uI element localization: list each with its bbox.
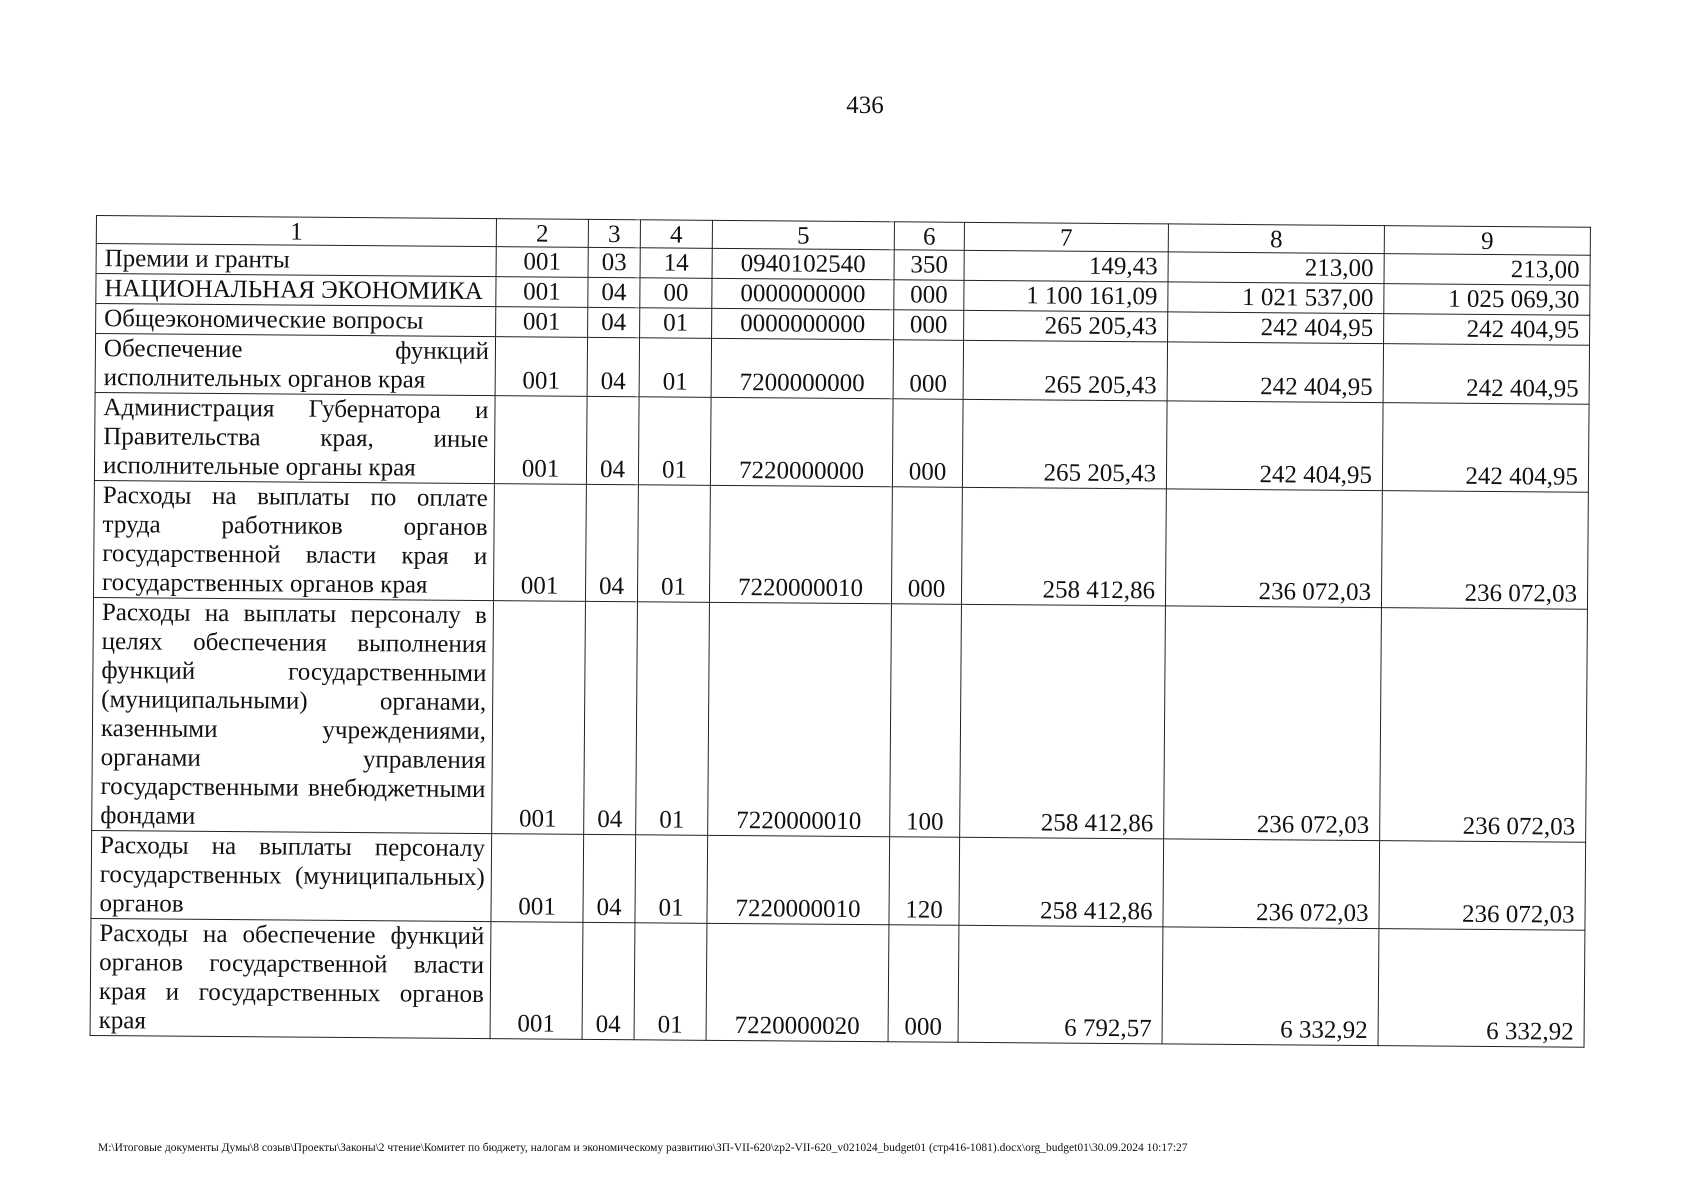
amount-year2-cell: 1 021 537,00 [1168,282,1384,314]
amount-year2-cell: 236 072,03 [1165,489,1382,608]
amount-year3-cell: 236 072,03 [1379,841,1586,931]
code-section-cell: 04 [583,834,636,922]
amount-year1-cell: 6 792,57 [958,925,1163,1044]
code-admin-cell: 001 [495,337,587,397]
amount-year1-cell: 265 205,43 [963,340,1167,401]
table-row [92,597,1588,842]
code-section-cell: 04 [588,307,640,337]
code-type-cell: 350 [894,250,964,281]
amount-year2-cell: 242 404,95 [1166,401,1383,491]
amount-year2-cell: 236 072,03 [1163,839,1380,929]
code-type-cell: 000 [888,925,959,1043]
code-admin-cell: 001 [496,247,588,278]
code-admin-cell: 001 [490,922,583,1040]
code-admin-cell: 001 [492,601,586,835]
amount-year1-cell: 258 412,86 [959,837,1164,927]
table-row [91,830,1586,930]
code-admin-cell: 001 [496,277,588,308]
row-name-cell: Общеэкономические вопросы [96,304,496,337]
header-cell: 4 [640,220,712,249]
amount-year2-cell: 213,00 [1168,252,1384,284]
code-target-cell: 7220000010 [709,485,892,603]
amount-year3-cell: 236 072,03 [1381,491,1588,610]
row-name-cell: Расходы на выплаты персоналу в целях обеспечения выполнения функций государственными (муниципальными) органами, казенными учреждениями, органами управления государственными внебюджетными фондами [92,597,494,833]
amount-year3-cell: 6 332,92 [1378,929,1585,1048]
code-section-cell: 04 [585,484,638,601]
code-target-cell: 0000000000 [712,278,894,309]
code-admin-cell: 001 [493,484,586,602]
code-section-cell: 03 [588,247,640,277]
code-target-cell: 7200000000 [711,338,893,398]
table-row [94,392,1589,492]
code-subsection-cell: 01 [637,485,710,603]
amount-year1-cell: 1 100 161,09 [964,280,1168,312]
code-target-cell: 0940102540 [712,248,894,279]
amount-year3-cell: 236 072,03 [1380,608,1588,843]
row-name-cell: Администрация Губернатора и Правительства края, иные исполнительные органы края [94,392,495,483]
code-admin-cell: 001 [494,396,587,485]
amount-year2-cell: 242 404,95 [1167,342,1383,403]
code-type-cell: 000 [892,399,963,488]
row-name-cell: НАЦИОНАЛЬНАЯ ЭКОНОМИКА [96,274,496,307]
code-target-cell: 7220000010 [708,602,892,836]
code-section-cell: 04 [584,601,638,834]
row-name-cell: Расходы на выплаты по оплате труда работников органов государственной власти края и государственных органов края [93,480,494,600]
code-admin-cell: 001 [491,834,584,923]
code-type-cell: 000 [891,487,962,605]
code-admin-cell: 001 [496,307,588,338]
code-type-cell: 000 [894,280,964,311]
amount-year1-cell: 265 205,43 [964,310,1168,342]
amount-year1-cell: 149,43 [964,250,1168,282]
code-section-cell: 04 [586,396,639,484]
code-target-cell: 7220000010 [707,835,890,924]
code-subsection-cell: 01 [636,602,710,836]
row-name-cell: Расходы на обеспечение функций органов государственной власти края и государственных органов края [90,918,491,1038]
code-type-cell: 000 [894,310,964,341]
amount-year2-cell: 6 332,92 [1162,927,1379,1046]
page-number: 436 [846,92,884,119]
amount-year1-cell: 265 205,43 [962,399,1167,489]
row-name-cell: Обеспечение функций исполнительных органов края [95,334,495,396]
code-section-cell: 04 [588,277,640,307]
table-row [93,480,1588,609]
header-cell: 9 [1384,226,1590,256]
amount-year1-cell: 258 412,86 [961,487,1166,606]
code-target-cell: 7220000000 [710,397,893,486]
code-subsection-cell: 00 [640,278,712,309]
code-target-cell: 7220000020 [706,923,889,1041]
amount-year2-cell: 242 404,95 [1168,312,1384,344]
amount-year3-cell: 213,00 [1384,254,1590,286]
header-cell: 5 [712,220,894,249]
row-name-cell: Расходы на выплаты персоналу государственных (муниципальных) органов [91,830,492,921]
row-name-cell: Премии и гранты [96,244,496,277]
amount-year3-cell: 242 404,95 [1382,403,1589,493]
footer-file-path: М:\Итоговые документы Думы\8 созыв\Проекты\Законы\2 чтение\Комитет по бюджету, налогам и экономическому развитию\ЗП-VII-620\zp2-VII-620_v021024_budget01 (стр416-1081).docx\org_budget01\30.09.2024 10:17:27 [98,1142,1188,1154]
header-cell: 6 [894,222,964,251]
code-target-cell: 0000000000 [712,308,894,339]
code-subsection-cell: 14 [640,248,712,279]
amount-year3-cell: 242 404,95 [1383,344,1589,405]
code-subsection-cell: 01 [635,835,708,924]
header-cell: 8 [1168,224,1384,254]
header-cell: 2 [496,219,588,248]
amount-year3-cell: 1 025 069,30 [1384,284,1590,316]
amount-year2-cell: 236 072,03 [1164,606,1382,841]
code-section-cell: 04 [587,337,639,396]
header-cell: 7 [964,222,1168,252]
code-type-cell: 100 [890,604,962,838]
code-section-cell: 04 [582,922,635,1039]
amount-year3-cell: 242 404,95 [1384,314,1590,346]
budget-table [90,215,1591,1048]
header-cell: 1 [96,216,496,247]
code-type-cell: 120 [889,837,960,926]
code-subsection-cell: 01 [640,308,712,339]
code-subsection-cell: 01 [634,923,707,1041]
code-type-cell: 000 [893,340,963,400]
code-subsection-cell: 01 [638,397,711,486]
code-subsection-cell: 01 [639,338,711,398]
table-row [90,918,1585,1047]
header-cell: 3 [588,219,640,247]
amount-year1-cell: 258 412,86 [960,604,1166,839]
table-row [95,334,1589,405]
